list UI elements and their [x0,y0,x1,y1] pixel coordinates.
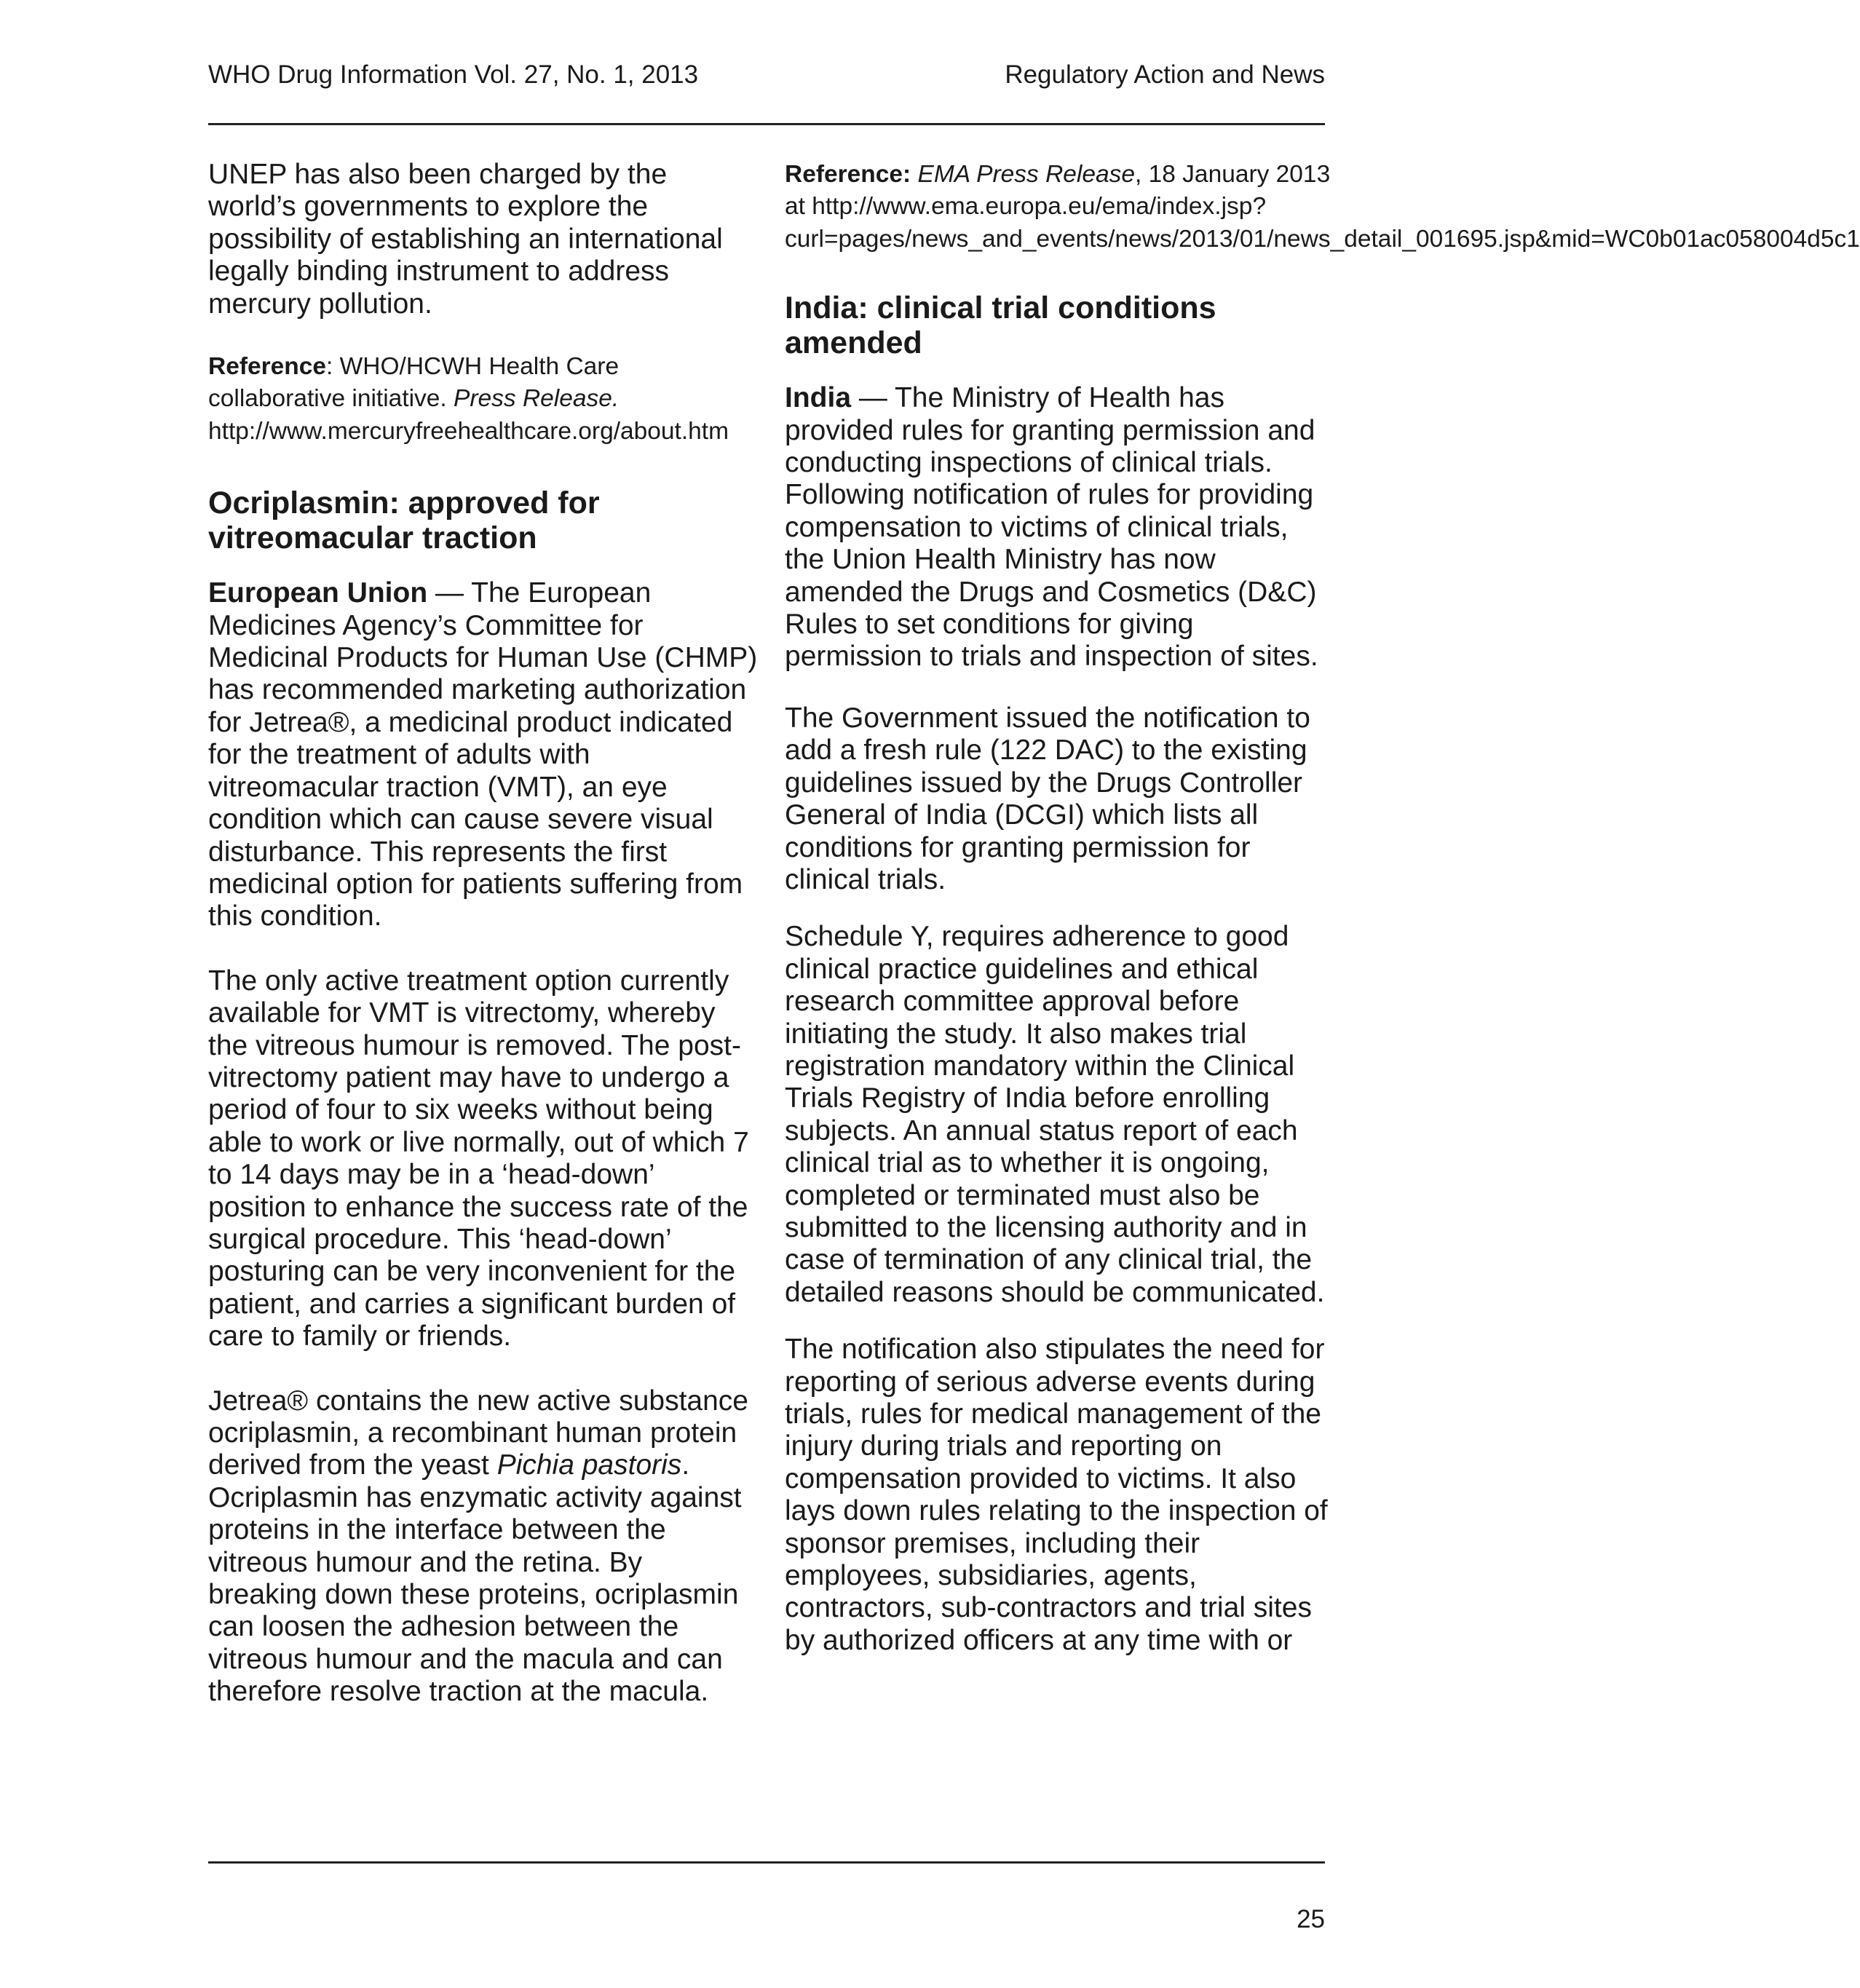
running-header [208,57,1325,93]
journal-title: WHO Drug Information Vol. 27, No. 1, 2013 [208,60,699,89]
india-heading: India: clinical trial conditions amended [785,290,1216,361]
reference-url: , 18 January 2013 at http://www.ema.europa.eu/ema/index.jsp?curl=pages/news_and_events/news/2013/01/news_detail_001695.jsp&mid=WC0b01ac058004d5c1 [785,161,1860,253]
reference-ema: Reference: EMA Press Release, 18 January 2013 at http://www.ema.europa.eu/ema/index.jsp?curl=pages/news_and_events/news/2013/01/news_detail_001695.jsp&mid=WC0b01ac058004d5c1 [785,161,1860,253]
ocriplasmin-paragraph-2: The only active treatment option currently available for VMT is vitrectomy, whereby the vitreous humour is removed. The post-vitrectomy patient may have to undergo a period of four to six weeks without being able to work or live normally, out of which 7 to 14 days may be in a ‘head-down’ position to enhance the success rate of the surgical procedure. This ‘head-down’ posturing can be very inconvenient for the patient, and carries a significant burden of care to family or friends. [208,965,749,1353]
section-name: Regulatory Action and News [1005,60,1325,89]
ocriplasmin-heading: Ocriplasmin: approved for vitreomacular traction [208,486,600,556]
footer-rule [208,1861,1325,1864]
header-rule [208,123,1325,125]
india-paragraph-1: India — The Ministry of Health has provided rules for granting permission and conducting inspections of clinical trials. Following notification of rules for providing compensation to victims of clinical trials, the Union Health Ministry has now amended the Drugs and Cosmetics (D&C) Rules to set conditions for giving permission to trials and inspection of sites. [785,382,1318,673]
species-name: Pichia pastoris [496,1449,682,1481]
india-paragraph-3: Schedule Y, requires adherence to good clinical practice guidelines and ethical research committee approval before initiating the study. It also makes trial registration mandatory within the Clinical Trials Registry of India before enrolling subjects. An annual status report of each clinical trial as to whether it is ongoing, completed or terminated must also be submitted to the licensing authority and in case of termination of any clinical trial, the detailed reasons should be communicated. [785,921,1325,1308]
unep-paragraph: UNEP has also been charged by the world’s governments to explore the possibility of establishing an international legally binding instrument to address mercury pollution. [208,159,723,320]
reference-label: Reference [208,353,327,381]
right-column [785,159,1860,1657]
region-lead: India [785,382,852,414]
left-column [208,159,759,1708]
region-lead: European Union [208,577,428,609]
ocriplasmin-paragraph-1: European Union — The European Medicines Agency’s Committee for Medicinal Products for Human Use (CHMP) has recommended marketing authorization for Jetrea®, a medicinal product indicated for the treatment of adults with vitreomacular traction (VMT), an eye condition which can cause severe visual disturbance. This represents the first medicinal option for patients suffering from this condition. [208,577,758,932]
reference-url: http://www.mercuryfreehealthcare.org/about.htm [208,417,729,445]
ocriplasmin-paragraph-3: Jetrea® contains the new active substance ocriplasmin, a recombinant human protein derived from the yeast Pichia pastoris. Ocriplasmin has enzymatic activity against proteins in the interface between the vitreous humour and the retina. By breaking down these proteins, ocriplasmin can loosen the adhesion between the vitreous humour and the macula and can therefore resolve traction at the macula. [208,1385,748,1708]
india-paragraph-4: The notification also stipulates the need for reporting of serious adverse events during trials, rules for medical management of the injury during trials and reporting on compensation provided to victims. It also lays down rules relating to the inspection of sponsor premises, including their employees, subsidiaries, agents, contractors, sub-contractors and trial sites by authorized officers at any time with or [785,1334,1328,1656]
page-number: 25 [1297,1905,1325,1933]
reference-label: Reference: [785,161,911,188]
reference-whocwh: Reference: WHO/HCWH Health Care collaborative initiative. Press Release. http://www.mercuryfreehealthcare.org/about.htm [208,353,729,445]
india-paragraph-2: The Government issued the notification to add a fresh rule (122 DAC) to the existing guidelines issued by the Drugs Controller General of India (DCGI) which lists all conditions for granting permission for clinical trials. [785,702,1310,895]
